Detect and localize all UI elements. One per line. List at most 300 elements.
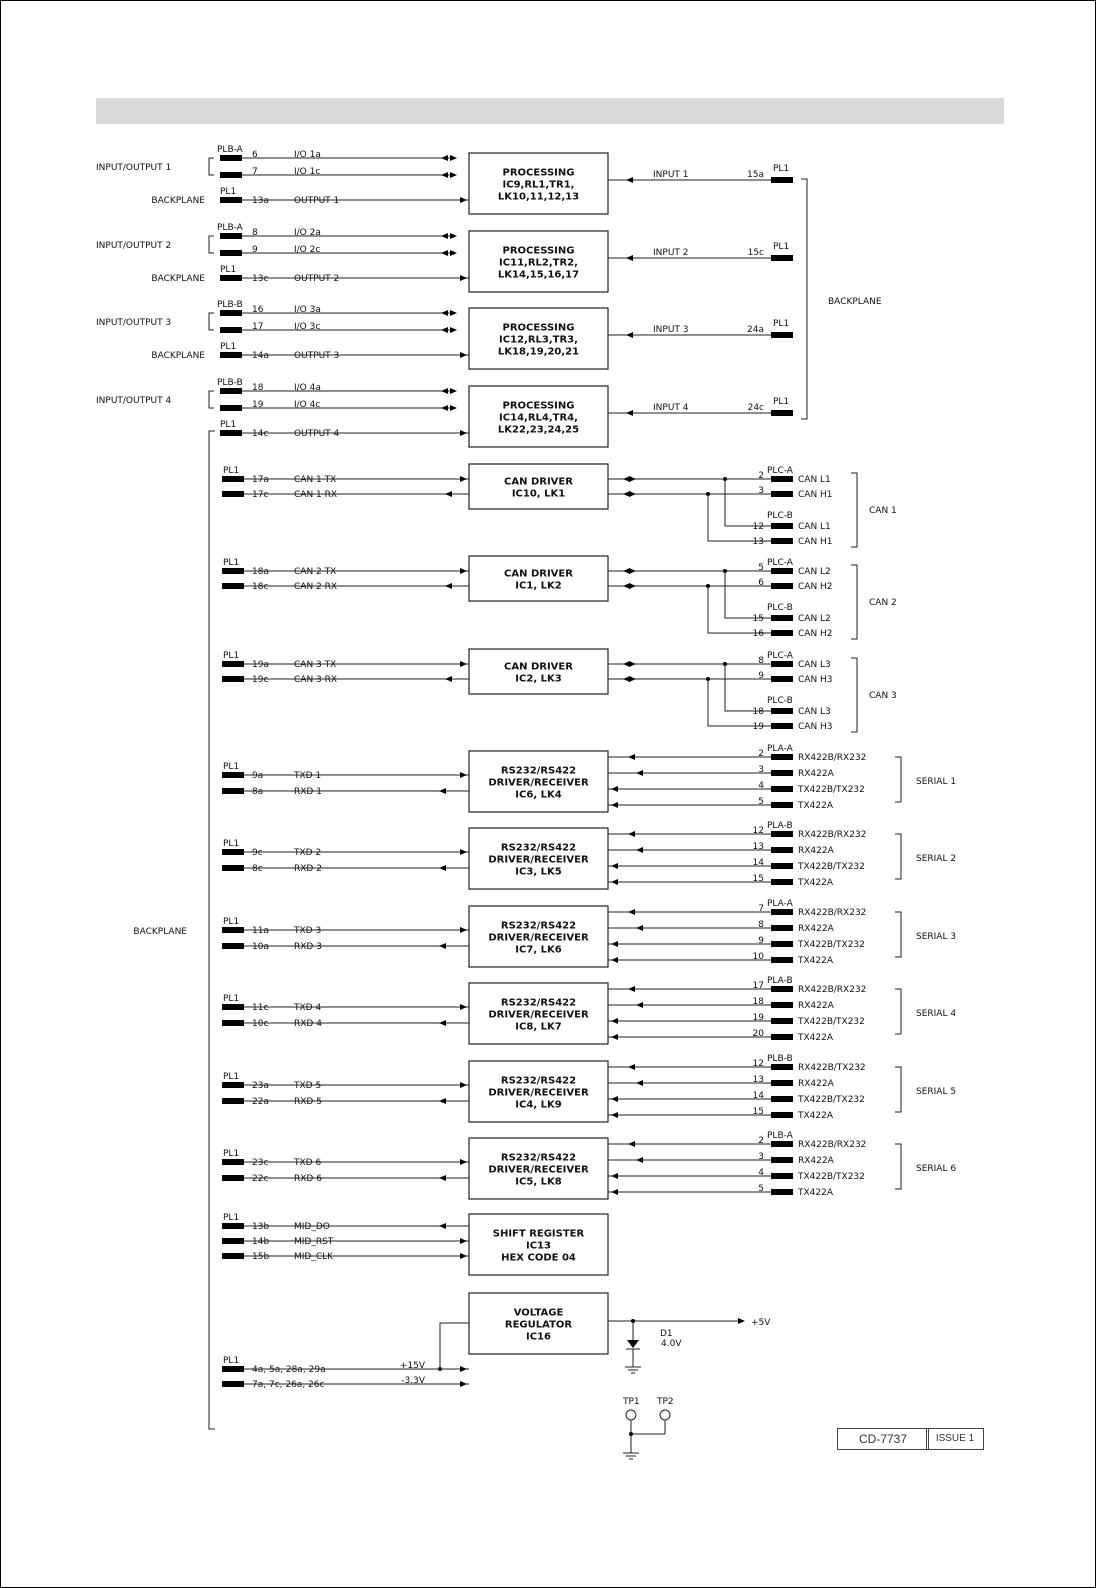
serial5-right-signal-name: TX422A: [798, 1111, 833, 1121]
io2-input-conn-label: PL1: [773, 242, 790, 252]
serial4-pin-rx: [222, 1020, 244, 1026]
io3-pin-a: [220, 310, 242, 316]
test-point-icon: [660, 1410, 670, 1420]
serial3-right-pin: [771, 941, 793, 947]
can2-signal-rx: CAN 2 RX: [294, 582, 338, 592]
io1-pin-num-a: 6: [252, 150, 258, 160]
serial6-arrow-left-icon: [628, 1141, 635, 1147]
serial1-pin-num-rx: 8a: [252, 787, 264, 797]
serial2-pin-num-rx: 8c: [252, 864, 263, 874]
serial4-arrow-left-icon: [628, 986, 635, 992]
serial1-pin-num-tx: 9a: [252, 771, 264, 781]
serial4-right-pin-num: 18: [752, 997, 764, 1007]
serial3-pin-rx: [222, 943, 244, 949]
serial4-signal-tx: TXD 4: [294, 1003, 322, 1013]
serial6-driver-block-text: IC5, LK8: [515, 1176, 562, 1188]
can3-pin-rx: [222, 676, 244, 682]
can2-arrow-left-icon: [445, 583, 452, 589]
serial5-right-pin-num: 12: [752, 1059, 764, 1069]
serial5-arrow-left-icon: [628, 1064, 635, 1070]
serial1-group-bracket: [895, 757, 901, 802]
rail-3v3-label: -3.3V: [401, 1376, 425, 1386]
can2-b-pin-1: 15: [752, 614, 764, 624]
serial1-driver-block-text: IC6, LK4: [515, 789, 562, 801]
can2-b-pin-2: 16: [752, 629, 764, 639]
io4-group-label: INPUT/OUTPUT 4: [96, 396, 172, 406]
io1-input-arrow-left-icon: [626, 177, 633, 183]
serial2-right-pin-num: 12: [752, 826, 764, 836]
can1-arrow-left-icon: [445, 491, 452, 497]
io1-group-bracket: [209, 158, 214, 175]
power-pin-3v3: [222, 1381, 244, 1387]
serial1-arrow-left-icon: [439, 788, 446, 794]
can1-signal-tx: CAN 1 TX: [294, 475, 337, 485]
can2-right-pin: [771, 568, 793, 574]
serial2-right-signal-name: RX422A: [798, 846, 834, 856]
io2-arrow-right-icon: [450, 250, 457, 256]
serial3-right-signal-name: RX422B/RX232: [798, 908, 867, 918]
io2-pin-num-c: 9: [252, 245, 258, 255]
can1-pin-num-tx: 17a: [252, 475, 269, 485]
serial4-right-signal-name: TX422B/TX232: [798, 1017, 865, 1027]
voltage-regulator-block-text: REGULATOR: [504, 1319, 573, 1331]
vout-label: +5V: [751, 1318, 771, 1328]
io4-input-arrow-left-icon: [626, 410, 633, 416]
serial2-group-label: SERIAL 2: [916, 854, 957, 864]
can1-right-pin: [771, 476, 793, 482]
io1-signal-c: I/O 1c: [294, 167, 321, 177]
can3-bus-name: CAN L3: [798, 707, 831, 717]
zener-diode-icon: [627, 1340, 639, 1348]
serial3-driver-block-text: RS232/RS422: [500, 920, 577, 932]
serial2-right-pin: [771, 831, 793, 837]
can1-a-pin-1: 2: [758, 471, 764, 481]
serial6-arrow-left-icon: [439, 1175, 446, 1181]
can2-bus-l-b: [725, 571, 771, 618]
serial5-pin-tx: [222, 1082, 244, 1088]
serial4-driver-block-text: RS232/RS422: [500, 997, 577, 1009]
io3-arrow-left-icon: [441, 310, 448, 316]
io2-out-pin: [220, 275, 242, 281]
serial4-pin-num-rx: 10c: [252, 1019, 269, 1029]
serial1-conn-label: PL1: [223, 762, 240, 772]
serial2-pin-tx: [222, 849, 244, 855]
can3-pin-tx: [222, 661, 244, 667]
io1-input-label: INPUT 1: [653, 170, 689, 180]
can2-right-pin: [771, 583, 793, 589]
can1-arrow-right-icon: [629, 491, 636, 497]
serial5-right-pin: [771, 1112, 793, 1118]
rail-15v-label: +15V: [399, 1361, 425, 1371]
serial1-right-signal-name: TX422B/TX232: [798, 785, 865, 795]
io3-signal-a: I/O 3a: [294, 305, 321, 315]
can3-right-pin: [771, 661, 793, 667]
can1-right-pin: [771, 538, 793, 544]
io3-out-pin: [220, 352, 242, 358]
io1-out-signal: OUTPUT 1: [294, 196, 340, 206]
can3-bus-name: CAN H3: [798, 722, 833, 732]
io1-pin-num-c: 7: [252, 167, 258, 177]
serial6-right-conn-label: PLB-A: [767, 1131, 793, 1141]
serial5-group-label: SERIAL 5: [916, 1087, 957, 1097]
io2-conn-label: PLB-A: [217, 223, 243, 233]
power-pin-15v: [222, 1366, 244, 1372]
io4-pin-c: [220, 405, 242, 411]
serial1-driver-block-text: RS232/RS422: [500, 765, 577, 777]
io2-out-conn-label: PL1: [220, 265, 237, 275]
can3-group-bracket: [851, 658, 857, 732]
serial1-pin-tx: [222, 772, 244, 778]
can3-bus-h-b: [708, 679, 771, 726]
shiftreg-signal: MID_DO: [294, 1222, 330, 1232]
can3-b-pin-1: 18: [752, 707, 764, 717]
can2-conn-a-label: PLC-A: [767, 558, 793, 568]
serial5-right-pin: [771, 1080, 793, 1086]
serial1-right-pin-num: 4: [758, 781, 764, 791]
io2-pin-a: [220, 233, 242, 239]
power-pins-15v: 4a, 5a, 28a, 29a: [252, 1365, 326, 1375]
regulator-input-wire: [440, 1323, 469, 1369]
serial5-conn-label: PL1: [223, 1072, 240, 1082]
serial2-right-pin-num: 14: [752, 858, 764, 868]
serial4-group-bracket: [895, 989, 901, 1034]
io4-signal-a: I/O 4a: [294, 383, 321, 393]
io1-input-pin: 15a: [747, 170, 764, 180]
serial6-pin-num-tx: 23c: [252, 1158, 269, 1168]
can3-bus-name: CAN H3: [798, 675, 833, 685]
serial3-right-pin: [771, 925, 793, 931]
serial2-conn-label: PL1: [223, 839, 240, 849]
serial6-arrow-right-icon: [460, 1159, 467, 1165]
io3-pin-c: [220, 327, 242, 333]
shiftreg-pin: [222, 1223, 244, 1229]
serial3-arrow-left-icon: [628, 909, 635, 915]
serial5-pin-num-rx: 22a: [252, 1097, 269, 1107]
serial5-right-signal-name: RX422B/TX232: [798, 1063, 866, 1073]
serial3-signal-rx: RXD 3: [294, 942, 322, 952]
serial6-signal-tx: TXD 6: [294, 1158, 322, 1168]
serial1-right-pin-num: 5: [758, 797, 764, 807]
io3-conn-label: PLB-B: [217, 300, 243, 310]
can1-group-label: CAN 1: [869, 506, 897, 516]
io4-input-label: INPUT 4: [653, 403, 689, 413]
io1-arrow-left-icon: [441, 172, 448, 178]
io3-pin-num-a: 16: [252, 305, 264, 315]
shiftreg-pin: [222, 1238, 244, 1244]
serial4-arrow-left-icon: [611, 1018, 618, 1024]
can1-signal-rx: CAN 1 RX: [294, 490, 338, 500]
serial2-arrow-left-icon: [611, 879, 618, 885]
issue-label: ISSUE 1: [926, 1428, 984, 1450]
can2-right-pin: [771, 615, 793, 621]
io4-input-pin: 24c: [747, 403, 764, 413]
can1-bus-h-b: [708, 494, 771, 541]
serial4-pin-tx: [222, 1004, 244, 1010]
serial2-right-conn-label: PLA-B: [767, 821, 793, 831]
can3-arrow-right-icon: [460, 661, 467, 667]
io3-input-conn-label: PL1: [773, 319, 790, 329]
shift-register-block-text: HEX CODE 04: [501, 1252, 576, 1264]
can3-signal-tx: CAN 3 TX: [294, 660, 337, 670]
io3-group-bracket: [209, 313, 214, 330]
io2-out-pin-num: 13c: [252, 274, 269, 284]
serial4-right-pin: [771, 1002, 793, 1008]
serial3-driver-block-text: IC7, LK6: [515, 944, 562, 956]
serial3-group-label: SERIAL 3: [916, 932, 957, 942]
serial2-driver-block-text: RS232/RS422: [500, 842, 577, 854]
backplane-right-bracket: [801, 179, 807, 419]
can3-pin-num-rx: 19c: [252, 675, 269, 685]
io1-pin-c: [220, 172, 242, 178]
serial5-right-signal-name: TX422B/TX232: [798, 1095, 865, 1105]
io1-out-pin: [220, 197, 242, 203]
io2-signal-a: I/O 2a: [294, 228, 321, 238]
io3-input-arrow-left-icon: [626, 332, 633, 338]
can2-bus-name: CAN H2: [798, 629, 833, 639]
io4-signal-c: I/O 4c: [294, 400, 321, 410]
io2-input-label: INPUT 2: [653, 248, 689, 258]
io4-out-arrow-right-icon: [460, 430, 467, 436]
io2-backplane-label: BACKPLANE: [151, 274, 205, 284]
serial2-arrow-left-icon: [628, 831, 635, 837]
can1-pin-num-rx: 17c: [252, 490, 269, 500]
io3-out-conn-label: PL1: [220, 342, 237, 352]
can3-conn-label: PL1: [223, 651, 240, 661]
serial2-right-signal-name: TX422A: [798, 878, 833, 888]
serial6-driver-block-text: RS232/RS422: [500, 1152, 577, 1164]
serial5-arrow-left-icon: [611, 1112, 618, 1118]
can3-conn-b-label: PLC-B: [767, 696, 793, 706]
serial6-right-pin-num: 3: [758, 1152, 764, 1162]
serial1-arrow-left-icon: [611, 786, 618, 792]
serial5-pin-num-tx: 23a: [252, 1081, 269, 1091]
serial2-right-pin: [771, 879, 793, 885]
can3-arrow-left-icon: [623, 676, 630, 682]
serial2-pin-num-tx: 9c: [252, 848, 263, 858]
serial2-signal-rx: RXD 2: [294, 864, 322, 874]
io4-arrow-left-icon: [441, 405, 448, 411]
can1-b-pin-2: 13: [752, 537, 764, 547]
can2-bus-name: CAN H2: [798, 582, 833, 592]
can2-arrow-right-icon: [460, 568, 467, 574]
serial5-group-bracket: [895, 1067, 901, 1112]
can1-right-pin: [771, 523, 793, 529]
serial3-right-pin-num: 10: [752, 952, 764, 962]
serial6-right-pin-num: 4: [758, 1168, 764, 1178]
io4-input-pin-rect: [771, 410, 793, 416]
can3-a-pin-1: 8: [758, 656, 764, 666]
can3-right-pin: [771, 708, 793, 714]
serial5-signal-tx: TXD 5: [294, 1081, 322, 1091]
serial5-right-conn-label: PLB-B: [767, 1054, 793, 1064]
can2-arrow-right-icon: [629, 583, 636, 589]
serial3-arrow-left-icon: [611, 957, 618, 963]
io2-input-pin: 15c: [747, 248, 764, 258]
serial6-right-signal-name: RX422B/RX232: [798, 1140, 867, 1150]
serial4-signal-rx: RXD 4: [294, 1019, 322, 1029]
can2-pin-num-rx: 18c: [252, 582, 269, 592]
io3-processing-block-text: IC12,RL3,TR3,: [499, 334, 578, 346]
serial5-driver-block-text: RS232/RS422: [500, 1075, 577, 1087]
can1-right-pin: [771, 491, 793, 497]
io4-out-pin: [220, 430, 242, 436]
can1-pin-rx: [222, 491, 244, 497]
serial2-arrow-left-icon: [439, 865, 446, 871]
can3-arrow-left-icon: [445, 676, 452, 682]
serial4-pin-num-tx: 11c: [252, 1003, 269, 1013]
serial2-signal-tx: TXD 2: [294, 848, 322, 858]
can1-conn-a-label: PLC-A: [767, 466, 793, 476]
serial2-right-signal-name: TX422B/TX232: [798, 862, 865, 872]
tp1-label: TP1: [623, 1397, 640, 1407]
io4-out-signal: OUTPUT 4: [294, 429, 340, 439]
can2-pin-rx: [222, 583, 244, 589]
io4-processing-block-text: IC14,RL4,TR4,: [499, 412, 578, 424]
serial6-right-signal-name: TX422A: [798, 1188, 833, 1198]
serial3-driver-block-text: DRIVER/RECEIVER: [488, 932, 589, 944]
serial2-right-pin-num: 15: [752, 874, 764, 884]
shift-register-block-text: SHIFT REGISTER: [492, 1228, 585, 1240]
serial6-pin-rx: [222, 1175, 244, 1181]
serial4-conn-label: PL1: [223, 994, 240, 1004]
io3-out-signal: OUTPUT 3: [294, 351, 340, 361]
voltage-regulator-block-text: IC16: [526, 1331, 551, 1343]
io1-out-pin-num: 13a: [252, 196, 269, 206]
io3-out-arrow-right-icon: [460, 352, 467, 358]
serial5-arrow-left-icon: [636, 1080, 643, 1086]
can1-arrow-left-icon: [623, 476, 630, 482]
io3-out-pin-num: 14a: [252, 351, 269, 361]
can3-arrow-right-icon: [629, 676, 636, 682]
can2-driver-block-text: IC1, LK2: [515, 580, 562, 592]
io3-input-pin-rect: [771, 332, 793, 338]
serial6-signal-rx: RXD 6: [294, 1174, 322, 1184]
shiftreg-arrow-right-icon: [460, 1253, 467, 1259]
tp2-label: TP2: [657, 1397, 674, 1407]
io3-arrow-left-icon: [441, 327, 448, 333]
block-diagram: [1, 1, 1095, 1587]
can2-conn-label: PL1: [223, 558, 240, 568]
serial2-arrow-right-icon: [460, 849, 467, 855]
can1-arrow-right-icon: [460, 476, 467, 482]
io2-group-bracket: [209, 236, 214, 253]
serial5-right-signal-name: RX422A: [798, 1079, 834, 1089]
io1-processing-block-text: PROCESSING: [502, 167, 575, 179]
shiftreg-arrow-right-icon: [460, 1238, 467, 1244]
io2-input-arrow-left-icon: [626, 255, 633, 261]
can1-bus-name: CAN H1: [798, 490, 833, 500]
io3-arrow-right-icon: [450, 327, 457, 333]
serial6-arrow-left-icon: [611, 1189, 618, 1195]
io2-group-label: INPUT/OUTPUT 2: [96, 241, 172, 251]
io2-processing-block-text: IC11,RL2,TR2,: [499, 257, 578, 269]
io2-arrow-right-icon: [450, 233, 457, 239]
can3-right-pin: [771, 676, 793, 682]
serial1-right-signal-name: RX422B/RX232: [798, 753, 867, 763]
serial1-right-pin-num: 3: [758, 765, 764, 775]
can2-bus-h-b: [708, 586, 771, 633]
serial5-arrow-left-icon: [611, 1096, 618, 1102]
io3-input-pin: 24a: [747, 325, 764, 335]
serial3-signal-tx: TXD 3: [294, 926, 322, 936]
serial6-right-pin: [771, 1141, 793, 1147]
can1-arrow-left-icon: [623, 491, 630, 497]
serial4-arrow-right-icon: [460, 1004, 467, 1010]
serial4-right-pin: [771, 1018, 793, 1024]
io4-arrow-right-icon: [450, 405, 457, 411]
can3-bus-l-b: [725, 664, 771, 711]
serial5-right-pin: [771, 1096, 793, 1102]
can2-group-bracket: [851, 565, 857, 639]
can2-conn-b-label: PLC-B: [767, 603, 793, 613]
serial3-group-bracket: [895, 912, 901, 957]
shiftreg-pin: [222, 1253, 244, 1259]
can1-pin-tx: [222, 476, 244, 482]
serial3-right-pin: [771, 957, 793, 963]
serial1-group-label: SERIAL 1: [916, 777, 957, 787]
shiftreg-pin-num: 14b: [252, 1237, 270, 1247]
io4-out-pin-num: 14c: [252, 429, 269, 439]
diode-label: D1: [660, 1329, 673, 1339]
can3-arrow-left-icon: [623, 661, 630, 667]
can1-bus-l-b: [725, 479, 771, 526]
can3-a-pin-2: 9: [758, 671, 764, 681]
io1-out-arrow-right-icon: [460, 197, 467, 203]
can3-bus-name: CAN L3: [798, 660, 831, 670]
diode-value: 4.0V: [661, 1339, 682, 1349]
serial6-right-pin: [771, 1157, 793, 1163]
serial1-right-pin: [771, 786, 793, 792]
can3-signal-rx: CAN 3 RX: [294, 675, 338, 685]
can1-driver-block-text: CAN DRIVER: [504, 476, 573, 488]
can2-signal-tx: CAN 2 TX: [294, 567, 337, 577]
io1-processing-block-text: IC9,RL1,TR1,: [502, 179, 575, 191]
io4-pin-num-c: 19: [252, 400, 264, 410]
can1-bus-name: CAN L1: [798, 475, 831, 485]
serial3-pin-num-rx: 10a: [252, 942, 269, 952]
serial4-right-pin-num: 17: [752, 981, 764, 991]
serial4-right-pin: [771, 1034, 793, 1040]
serial3-arrow-left-icon: [636, 925, 643, 931]
rail-15v-arrow-right-icon: [460, 1366, 467, 1372]
serial3-conn-label: PL1: [223, 917, 240, 927]
io4-arrow-right-icon: [450, 388, 457, 394]
can1-conn-label: PL1: [223, 466, 240, 476]
serial4-driver-block-text: IC8, LK7: [515, 1021, 562, 1033]
io1-arrow-left-icon: [441, 155, 448, 161]
io2-pin-num-a: 8: [252, 228, 258, 238]
serial2-right-pin-num: 13: [752, 842, 764, 852]
serial5-pin-rx: [222, 1098, 244, 1104]
serial3-right-pin-num: 7: [758, 904, 764, 914]
voltage-regulator-block-text: VOLTAGE: [513, 1307, 564, 1319]
serial2-driver-block-text: DRIVER/RECEIVER: [488, 854, 589, 866]
can2-arrow-left-icon: [623, 583, 630, 589]
io4-conn-label: PLB-B: [217, 378, 243, 388]
power-pins-3v3: 7a, 7c, 26a, 26c: [252, 1380, 325, 1390]
can1-a-pin-2: 3: [758, 486, 764, 496]
io4-pin-num-a: 18: [252, 383, 264, 393]
serial2-group-bracket: [895, 834, 901, 879]
can2-pin-tx: [222, 568, 244, 574]
can2-bus-name: CAN L2: [798, 614, 831, 624]
serial1-arrow-left-icon: [611, 802, 618, 808]
serial3-right-pin-num: 8: [758, 920, 764, 930]
serial1-arrow-right-icon: [460, 772, 467, 778]
can3-driver-block-text: CAN DRIVER: [504, 661, 573, 673]
io1-signal-a: I/O 1a: [294, 150, 321, 160]
serial1-signal-tx: TXD 1: [294, 771, 322, 781]
